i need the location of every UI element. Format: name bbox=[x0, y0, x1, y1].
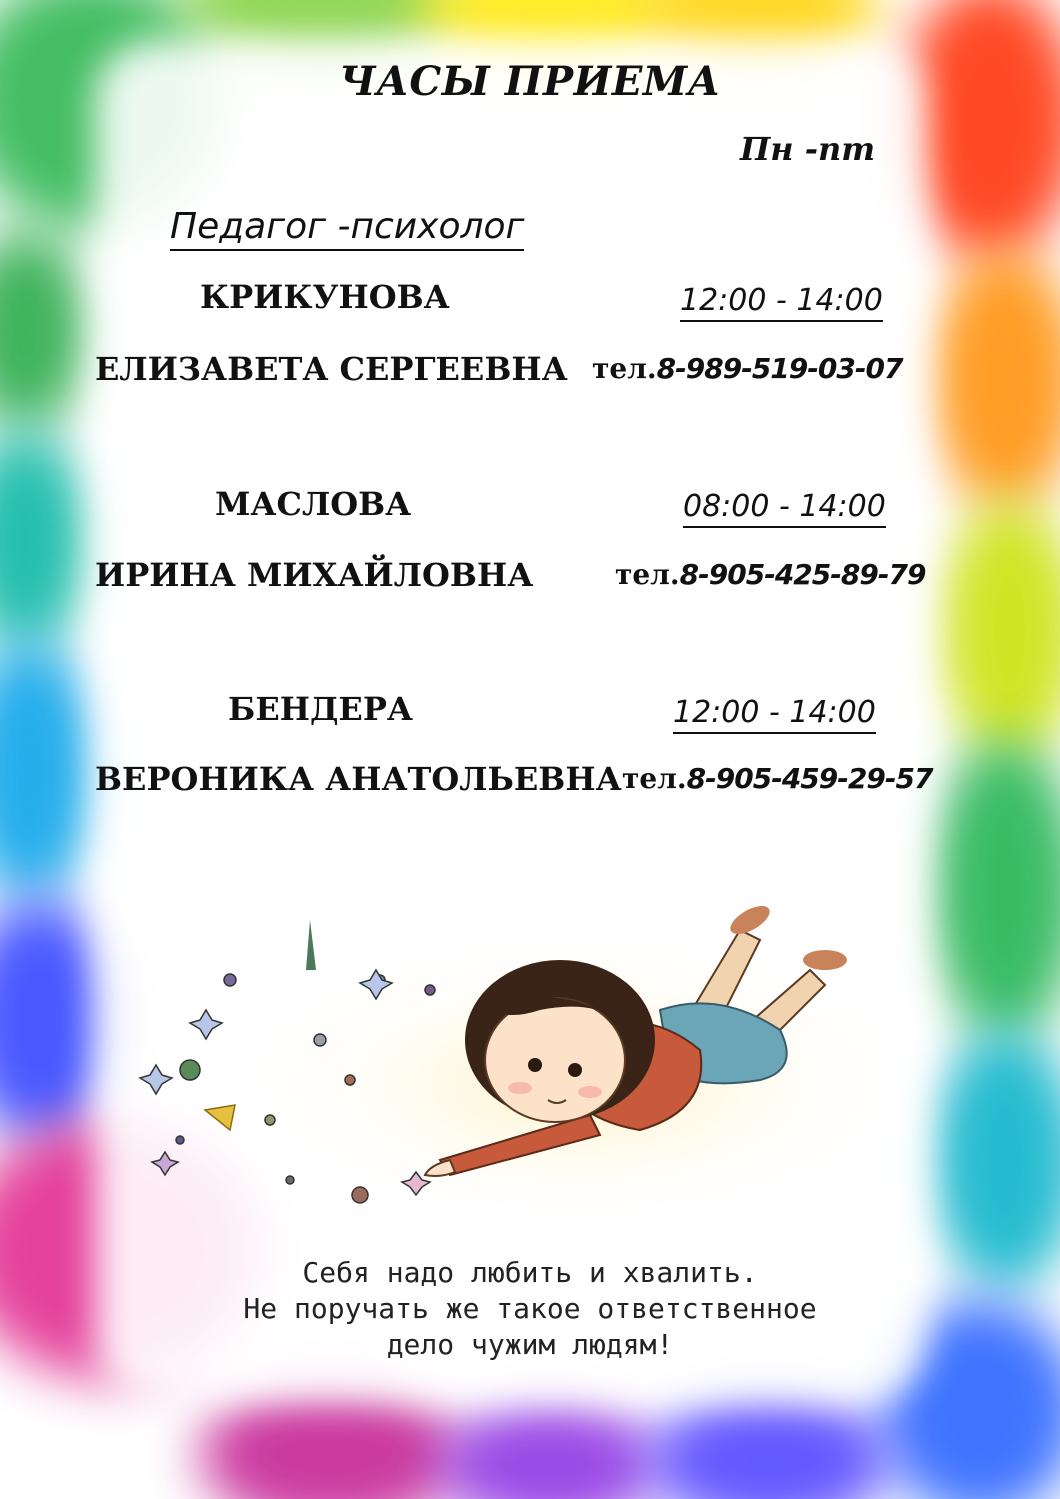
staff-3-surname: БЕНДЕРА bbox=[228, 690, 413, 728]
girl-illustration bbox=[120, 860, 880, 1220]
phone-number: 8-989-519-03-07 bbox=[656, 352, 903, 385]
phone-number: 8-905-425-89-79 bbox=[679, 558, 926, 591]
staff-1-given-name: ЕЛИЗАВЕТА СЕРГЕЕВНА bbox=[95, 350, 568, 388]
role-heading: Педагог -психолог bbox=[170, 205, 524, 251]
staff-2-hours: 08:00 - 14:00 bbox=[683, 488, 886, 528]
quote bbox=[0, 1255, 1060, 1363]
quote-line-1: Себя надо любить и хвалить. bbox=[302, 1256, 758, 1289]
working-days: Пн -пт bbox=[740, 130, 876, 168]
staff-2-given-name: ИРИНА МИХАЙЛОВНА bbox=[95, 556, 534, 594]
staff-3-phone bbox=[622, 762, 932, 795]
phone-label: тел. bbox=[615, 558, 680, 591]
phone-label: тел. bbox=[592, 352, 657, 385]
staff-3-given-name: ВЕРОНИКА АНАТОЛЬЕВНА bbox=[95, 760, 622, 798]
staff-3-hours: 12:00 - 14:00 bbox=[673, 694, 876, 734]
quote-line-2: Не поручать же такое ответственное bbox=[243, 1292, 817, 1325]
staff-1-phone bbox=[592, 352, 902, 385]
quote-line-3: дело чужим людям! bbox=[386, 1328, 674, 1361]
phone-number: 8-905-459-29-57 bbox=[686, 762, 933, 795]
staff-2-phone bbox=[615, 558, 925, 591]
staff-1-surname: КРИКУНОВА bbox=[200, 278, 450, 316]
staff-2-surname: МАСЛОВА bbox=[215, 485, 412, 523]
page-title: ЧАСЫ ПРИЕМА bbox=[339, 58, 721, 105]
staff-1-hours: 12:00 - 14:00 bbox=[680, 282, 883, 322]
phone-label: тел. bbox=[622, 762, 687, 795]
